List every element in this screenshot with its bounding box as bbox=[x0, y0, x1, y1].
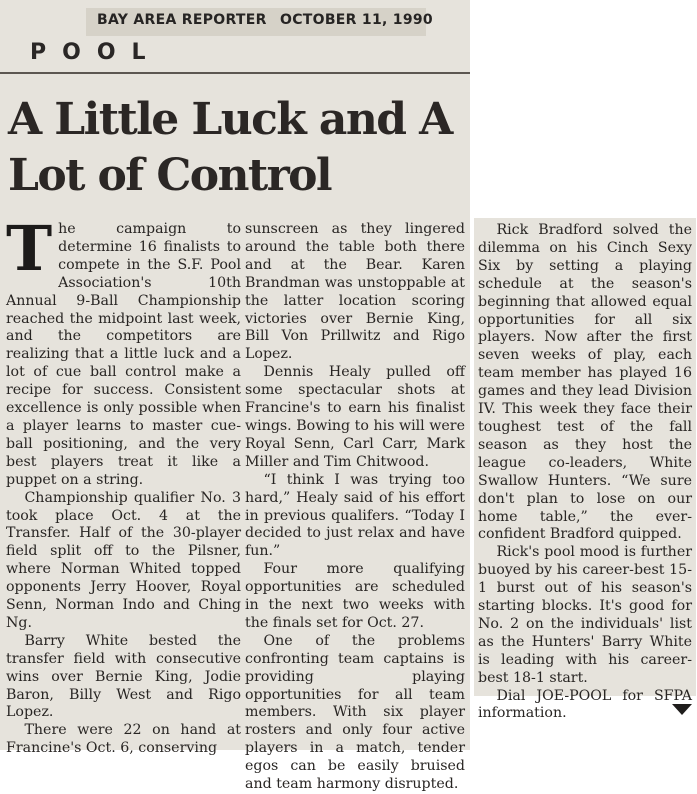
article-column-2 bbox=[245, 221, 465, 794]
paragraph: Dial JOE-POOL for SFPA information. bbox=[478, 687, 692, 722]
paragraph: One of the problems confronting team captains is providing playing opportunities for all team members. With six player rosters and only four active players in a match, tender egos can be easily bruised and team harmony disrupted. bbox=[245, 632, 465, 793]
drop-cap: T bbox=[6, 212, 53, 285]
paragraph: Four more qualifying opportunities are scheduled in the next two weeks with the finals set for Oct. 27. bbox=[245, 561, 465, 631]
paragraph: “I think I was trying too hard,” Healy said of his effort in previous qualifers. “Today I decided to just relax and have fun.” bbox=[245, 471, 465, 560]
paragraph-text: he campaign to determine 16 finalists to compete in the S.F. Pool Association's 10th Annual 9-Ball Championship reached the midpoint last week, and the competitors are realizing that a little luck and a lot of cue ball control make a recipe for success. Consistent excellence is only possible when a player learns to master cue-ball positioning, and the very best players treat it like a puppet on a string. bbox=[6, 221, 241, 488]
paragraph: Championship qualifier No. 3 took place Oct. 4 at the Transfer. Half of the 30-player field split off to the Pilsner, where Norman Whited topped opponents Jerry Hoover, Royal Senn, Norman Indo and Ching Ng. bbox=[6, 489, 241, 631]
article-column-3 bbox=[478, 222, 692, 723]
paragraph: sunscreen as they lingered around the table both there and at the Bear. Karen Brandman was unstoppable at the latter location scoring victories over Bernie King, Bill Von Prillwitz and Rigo Lopez. bbox=[245, 221, 465, 363]
paragraph bbox=[6, 212, 241, 490]
paragraph: Barry White bested the transfer field with consecutive wins over Bernie King, Jodie Baron, Billy West and Rigo Lopez. bbox=[6, 632, 241, 721]
paragraph: Dennis Healy pulled off some spectacular shots at Francine's to earn his finalist wings. Bowing to his will were Royal Senn, Carl Carr, Mark Miller and Tim Chitwood. bbox=[245, 364, 465, 470]
paragraph: There were 22 on hand at Francine's Oct. 6, conserving bbox=[6, 722, 241, 757]
header-rule bbox=[0, 72, 470, 74]
end-mark-icon bbox=[672, 704, 692, 715]
section-label: POOL bbox=[30, 40, 162, 65]
publication-date: OCTOBER 11, 1990 bbox=[280, 12, 433, 28]
publication-name: BAY AREA REPORTER bbox=[97, 12, 267, 28]
article-column-1 bbox=[6, 212, 241, 758]
headline: A Little Luck and A Lot of Control bbox=[8, 94, 452, 201]
side-clipping bbox=[474, 218, 696, 722]
paragraph: Rick Bradford solved the dilemma on his Cinch Sexy Six by setting a playing schedule at the season's beginning that allowed equal opportunities for all six players. Now after the first seven weeks of play, each team member has played 16 games and they lead Division IV. This week they face their toughest test of the fall season as they host the league co-leaders, White Swallow Hunters. “We sure don't plan to lose on our home table,” the ever-confident Bradford quipped. bbox=[478, 222, 692, 543]
paragraph: Rick's pool mood is further buoyed by his career-best 15-1 burst out of his season's starting blocks. It's good for No. 2 on the individuals' list as the Hunters' Barry White is leading with his career-best 18-1 start. bbox=[478, 544, 692, 686]
